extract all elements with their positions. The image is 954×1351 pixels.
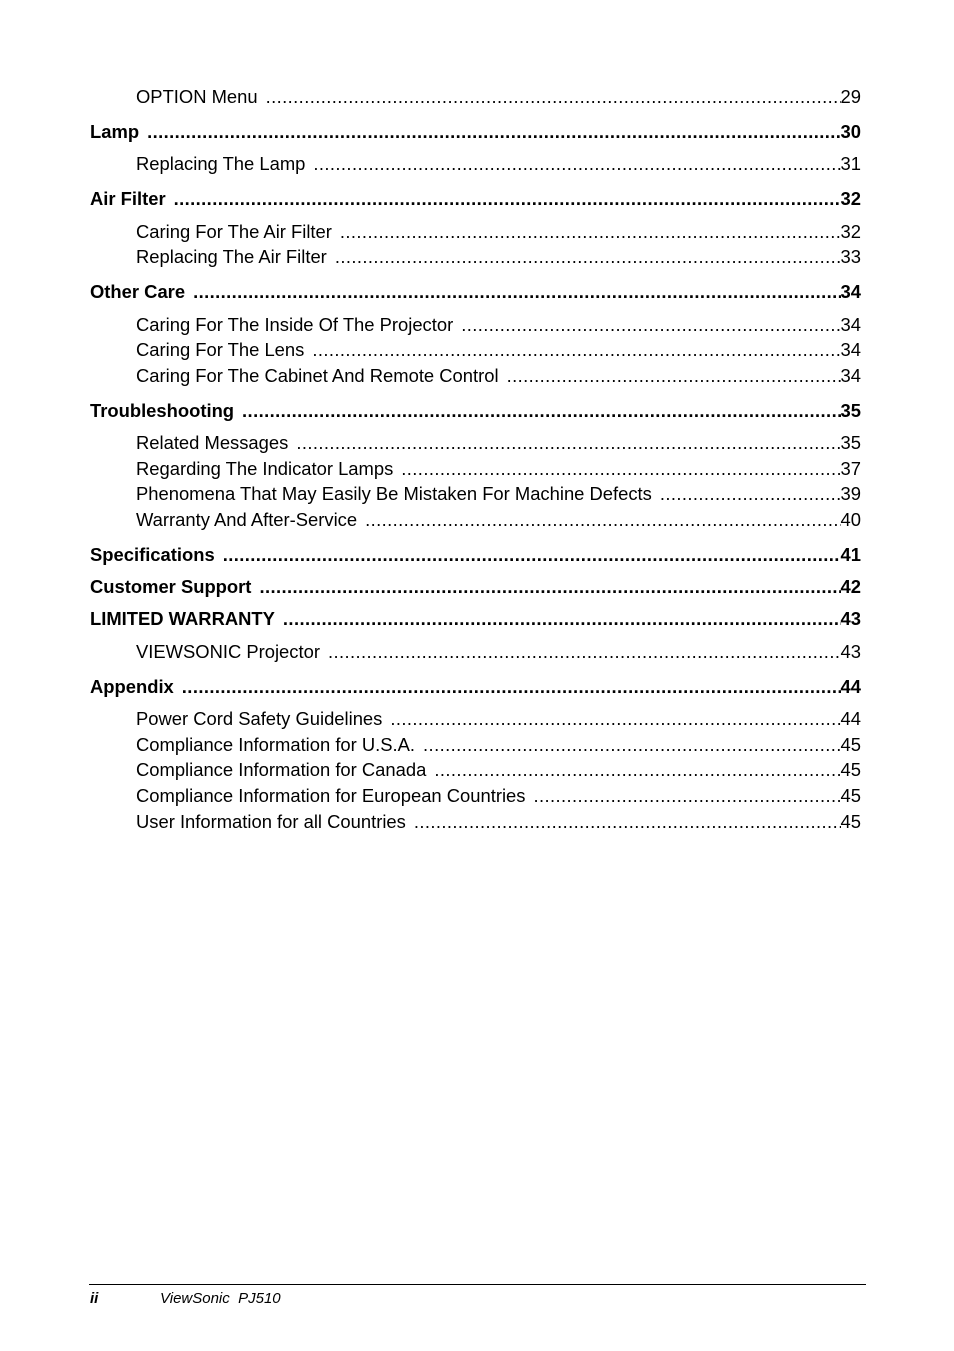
toc-subsection-entry xyxy=(136,432,861,454)
toc-entry-page-number: 43 xyxy=(840,641,861,662)
toc-section-entry xyxy=(90,608,861,630)
toc-entry-title: Caring For The Inside Of The Projector xyxy=(136,314,454,335)
toc-subsection-entry xyxy=(136,339,861,361)
toc-subsection-entry xyxy=(136,365,861,387)
toc-entry-page-number: 44 xyxy=(840,708,861,729)
toc-entry-title: Compliance Information for European Countries xyxy=(136,785,526,806)
toc-entry-page-number: 30 xyxy=(840,121,861,142)
toc-entry-page-number: 34 xyxy=(840,281,861,302)
toc-section-entry xyxy=(90,544,861,566)
toc-entry-title: Warranty And After-Service xyxy=(136,509,358,530)
toc-entry-title: Caring For The Cabinet And Remote Control xyxy=(136,365,499,386)
toc-section-entry xyxy=(90,400,861,422)
toc-dot-leader xyxy=(313,153,840,175)
toc-subsection-entry xyxy=(136,785,861,807)
toc-subsection-entry xyxy=(136,641,861,663)
toc-subsection-entry xyxy=(136,759,861,781)
toc-subsection-entry xyxy=(136,734,861,756)
toc-entry-page-number: 35 xyxy=(840,400,861,421)
toc-dot-leader xyxy=(266,86,841,108)
footer-divider xyxy=(89,1284,866,1285)
toc-entry-title: LIMITED WARRANTY xyxy=(90,608,275,629)
toc-section-entry xyxy=(90,676,861,698)
toc-entry-page-number: 45 xyxy=(840,811,861,832)
toc-dot-leader xyxy=(365,509,840,531)
toc-entry-title: VIEWSONIC Projector xyxy=(136,641,320,662)
toc-entry-title: Specifications xyxy=(90,544,215,565)
toc-section-entry xyxy=(90,121,861,143)
toc-dot-leader xyxy=(533,785,840,807)
toc-subsection-entry xyxy=(136,246,861,268)
toc-dot-leader xyxy=(434,759,840,781)
toc-entry-title: Troubleshooting xyxy=(90,400,235,421)
toc-dot-leader xyxy=(507,365,841,387)
toc-subsection-entry xyxy=(136,314,861,336)
toc-dot-leader xyxy=(259,576,840,598)
toc-entry-page-number: 42 xyxy=(840,576,861,597)
toc-subsection-entry xyxy=(136,221,861,243)
toc-subsection-entry xyxy=(136,811,861,833)
toc-dot-leader xyxy=(296,432,840,454)
toc-entry-title: Replacing The Lamp xyxy=(136,153,306,174)
toc-entry-title: Compliance Information for Canada xyxy=(136,759,427,780)
toc-entry-page-number: 37 xyxy=(840,458,861,479)
toc-entry-title: Related Messages xyxy=(136,432,289,453)
toc-entry-title: Air Filter xyxy=(90,188,166,209)
toc-dot-leader xyxy=(223,544,841,566)
toc-dot-leader xyxy=(147,121,840,143)
toc-entry-page-number: 33 xyxy=(840,246,861,267)
toc-entry-title: Appendix xyxy=(90,676,174,697)
toc-dot-leader xyxy=(174,188,841,210)
toc-subsection-entry xyxy=(136,458,861,480)
toc-section-entry xyxy=(90,188,861,210)
toc-subsection-entry xyxy=(136,483,861,505)
toc-dot-leader xyxy=(423,734,840,756)
toc-entry-page-number: 41 xyxy=(840,544,861,565)
toc-entry-page-number: 34 xyxy=(840,365,861,386)
toc-dot-leader xyxy=(283,608,841,630)
toc-entry-page-number: 45 xyxy=(840,759,861,780)
toc-entry-title: Caring For The Lens xyxy=(136,339,305,360)
toc-subsection-entry xyxy=(136,153,861,175)
toc-entry-title: Customer Support xyxy=(90,576,252,597)
toc-entry-title: Other Care xyxy=(90,281,186,302)
toc-entry-title: Lamp xyxy=(90,121,140,142)
toc-dot-leader xyxy=(242,400,840,422)
toc-subsection-entry xyxy=(136,708,861,730)
toc-entry-page-number: 35 xyxy=(840,432,861,453)
toc-entry-page-number: 34 xyxy=(840,314,861,335)
toc-section-entry xyxy=(90,576,861,598)
toc-entry-page-number: 44 xyxy=(840,676,861,697)
toc-entry-title: Compliance Information for U.S.A. xyxy=(136,734,416,755)
toc-subsection-entry xyxy=(136,509,861,531)
toc-dot-leader xyxy=(328,641,841,663)
toc-entry-page-number: 40 xyxy=(840,509,861,530)
toc-dot-leader xyxy=(401,458,840,480)
footer-page-number: ii xyxy=(90,1290,99,1307)
toc-entry-page-number: 43 xyxy=(840,608,861,629)
toc-section-entry xyxy=(90,281,861,303)
toc-dot-leader xyxy=(193,281,840,303)
toc-dot-leader xyxy=(461,314,840,336)
toc-entry-page-number: 45 xyxy=(840,785,861,806)
toc-dot-leader xyxy=(414,811,841,833)
toc-dot-leader xyxy=(312,339,840,361)
toc-entry-page-number: 34 xyxy=(840,339,861,360)
toc-entry-page-number: 39 xyxy=(840,483,861,504)
toc-entry-page-number: 45 xyxy=(840,734,861,755)
toc-entry-title: User Information for all Countries xyxy=(136,811,406,832)
toc-dot-leader xyxy=(182,676,841,698)
toc-entry-title: Power Cord Safety Guidelines xyxy=(136,708,383,729)
footer-product-name: ViewSonic PJ510 xyxy=(160,1290,281,1307)
toc-entry-title: Caring For The Air Filter xyxy=(136,221,332,242)
toc-subsection-entry xyxy=(136,86,861,108)
toc-entry-page-number: 32 xyxy=(840,188,861,209)
toc-entry-title: Phenomena That May Easily Be Mistaken For Machine Defects xyxy=(136,483,652,504)
toc-dot-leader xyxy=(340,221,841,243)
toc-entry-page-number: 29 xyxy=(840,86,861,107)
toc-dot-leader xyxy=(335,246,841,268)
toc-dot-leader xyxy=(660,483,841,505)
toc-entry-title: OPTION Menu xyxy=(136,86,258,107)
toc-dot-leader xyxy=(390,708,840,730)
toc-entry-page-number: 32 xyxy=(840,221,861,242)
toc-entry-title: Replacing The Air Filter xyxy=(136,246,327,267)
toc-entry-title: Regarding The Indicator Lamps xyxy=(136,458,394,479)
toc-entry-page-number: 31 xyxy=(840,153,861,174)
